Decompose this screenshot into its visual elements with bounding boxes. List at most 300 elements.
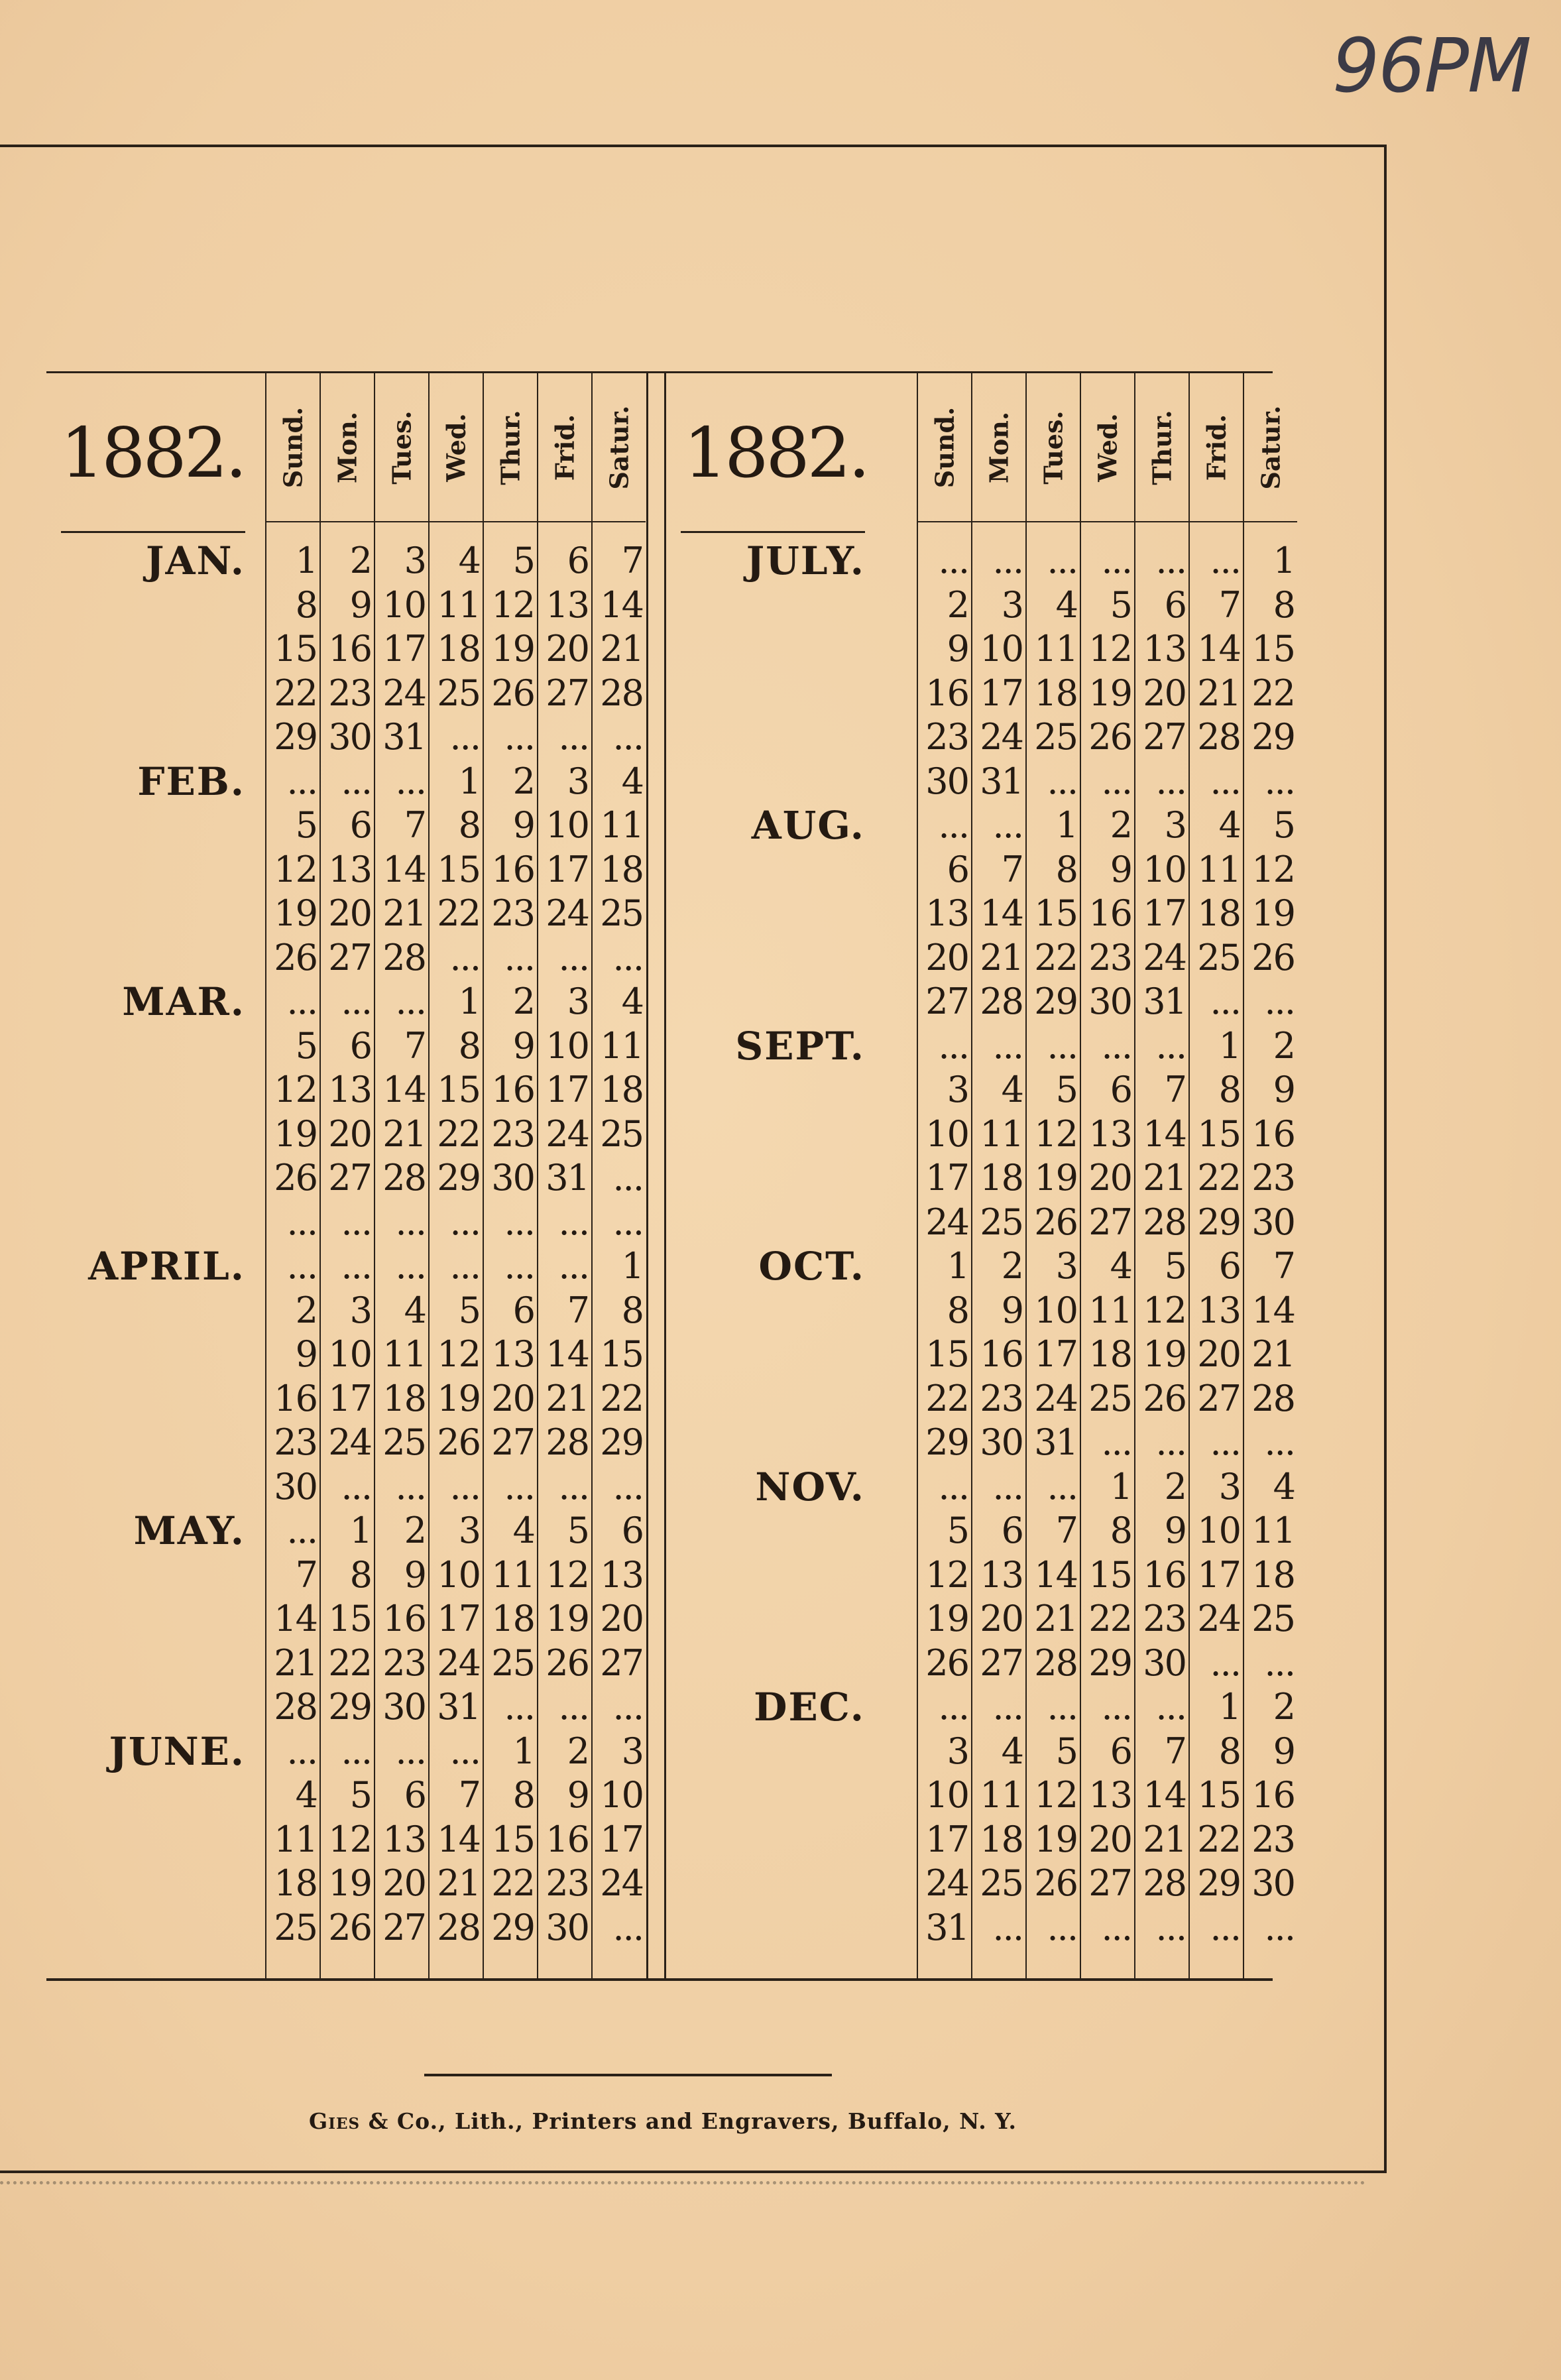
week-row	[46, 1112, 646, 1156]
week-row	[666, 715, 1297, 759]
day-cell: 9	[1110, 848, 1131, 890]
week-row	[46, 1068, 646, 1112]
week-row	[46, 1156, 646, 1200]
day-cell: 24	[546, 892, 589, 934]
day-cell: 6	[349, 1024, 371, 1067]
day-cell: 7	[1273, 1245, 1295, 1287]
day-cell: 15	[491, 1818, 534, 1860]
day-cell: 12	[491, 583, 534, 626]
empty-day-cell: ...	[1047, 1024, 1077, 1067]
day-cell: 1	[512, 1730, 534, 1772]
month-label: MAR.	[122, 979, 245, 1024]
day-cell: 27	[491, 1421, 534, 1463]
day-header-label: Mon.	[984, 411, 1014, 483]
day-cell: 5	[458, 1289, 480, 1331]
day-cell: 1	[1110, 1465, 1131, 1508]
empty-day-cell: ...	[938, 540, 968, 581]
day-cell: 3	[1001, 583, 1023, 626]
day-cell: 3	[1164, 804, 1186, 846]
day-cell: 12	[925, 1553, 968, 1596]
day-cell: 13	[980, 1553, 1023, 1596]
day-cell: 22	[600, 1377, 643, 1419]
day-cell: 25	[600, 892, 643, 934]
day-cell: 23	[491, 1112, 534, 1155]
empty-day-cell: ...	[992, 540, 1023, 581]
week-row	[46, 1773, 646, 1817]
day-cell: 18	[1034, 672, 1077, 714]
day-cell: 13	[1197, 1289, 1240, 1331]
empty-day-cell: ...	[1210, 1421, 1240, 1463]
day-cell: 5	[295, 1024, 317, 1067]
calendar-half-jan-jun	[46, 373, 646, 1978]
day-cell: 14	[1197, 628, 1240, 670]
day-cell: 16	[980, 1333, 1023, 1375]
day-cell: 8	[1218, 1730, 1240, 1772]
day-cell: 8	[295, 583, 317, 626]
day-cell: 28	[600, 672, 643, 714]
empty-day-cell: ...	[395, 981, 426, 1022]
day-cell: 21	[382, 1112, 426, 1155]
day-cell: 10	[437, 1553, 480, 1596]
day-header-label: Tues.	[386, 410, 417, 485]
empty-day-cell: ...	[1264, 1906, 1295, 1948]
empty-day-cell: ...	[395, 1465, 426, 1508]
day-cell: 24	[1034, 1377, 1077, 1419]
day-cell: 27	[980, 1641, 1023, 1684]
day-cell: 7	[1164, 1730, 1186, 1772]
empty-day-cell: ...	[504, 1465, 534, 1508]
empty-day-cell: ...	[286, 760, 317, 802]
day-cell: 24	[1143, 936, 1186, 979]
day-cell: 8	[947, 1289, 968, 1331]
month-label: APRIL.	[88, 1244, 245, 1289]
day-cell: 6	[1110, 1069, 1131, 1110]
empty-day-cell: ...	[449, 1730, 480, 1772]
day-cell: 27	[328, 1157, 371, 1199]
empty-day-cell: ...	[992, 1024, 1023, 1067]
week-row	[46, 1818, 646, 1862]
week-row	[46, 715, 646, 759]
day-cell: 24	[437, 1641, 480, 1684]
day-cell: 21	[382, 892, 426, 934]
day-cell: 6	[404, 1774, 426, 1816]
empty-day-cell: ...	[992, 804, 1023, 846]
empty-day-cell: ...	[341, 981, 371, 1022]
day-cell: 7	[404, 1024, 426, 1067]
day-cell: 23	[925, 716, 968, 758]
day-cell: 11	[1088, 1289, 1131, 1331]
day-cell: 28	[1034, 1641, 1077, 1684]
empty-day-cell: ...	[612, 936, 643, 979]
empty-day-cell: ...	[1047, 760, 1077, 802]
day-cell: 18	[1251, 1553, 1295, 1596]
day-cell: 15	[1197, 1112, 1240, 1155]
day-cell: 13	[1088, 1112, 1131, 1155]
week-row	[666, 1289, 1297, 1333]
day-cell: 9	[349, 583, 371, 626]
empty-day-cell: ...	[1047, 1906, 1077, 1948]
day-cell: 14	[1143, 1774, 1186, 1816]
empty-day-cell: ...	[558, 1201, 589, 1243]
day-cell: 22	[437, 892, 480, 934]
day-header-label: Thur.	[1147, 409, 1177, 485]
day-cell: 12	[274, 848, 317, 890]
day-cell: 14	[274, 1598, 317, 1639]
day-header	[1190, 373, 1243, 522]
day-cell: 18	[980, 1818, 1023, 1860]
day-cell: 18	[491, 1598, 534, 1639]
printer-name: Gies	[309, 2108, 361, 2134]
year-label: 1882.	[60, 412, 245, 493]
day-cell: 12	[1034, 1774, 1077, 1816]
week-row	[666, 1244, 1297, 1288]
day-cell: 4	[621, 760, 643, 802]
empty-day-cell: ...	[341, 1201, 371, 1243]
day-cell: 5	[1110, 583, 1131, 626]
week-row	[666, 1333, 1297, 1376]
empty-day-cell: ...	[612, 1157, 643, 1199]
empty-day-cell: ...	[341, 760, 371, 802]
empty-day-cell: ...	[992, 1686, 1023, 1728]
empty-day-cell: ...	[395, 760, 426, 802]
day-cell: 18	[382, 1377, 426, 1419]
empty-day-cell: ...	[1210, 540, 1240, 581]
day-cell: 8	[349, 1553, 371, 1596]
day-cell: 13	[328, 1069, 371, 1110]
day-cell: 4	[1110, 1245, 1131, 1287]
day-cell: 12	[1088, 628, 1131, 670]
empty-day-cell: ...	[1155, 760, 1186, 802]
day-header	[918, 373, 971, 522]
day-cell: 25	[980, 1201, 1023, 1243]
calendar-half-jul-dec	[666, 373, 1295, 1978]
day-cell: 22	[1197, 1818, 1240, 1860]
empty-day-cell: ...	[558, 716, 589, 758]
day-cell: 16	[925, 672, 968, 714]
day-cell: 22	[925, 1377, 968, 1419]
day-cell: 3	[349, 1289, 371, 1331]
footer-rule	[424, 2074, 832, 2076]
day-cell: 23	[328, 672, 371, 714]
empty-day-cell: ...	[449, 716, 480, 758]
day-cell: 14	[382, 848, 426, 890]
empty-day-cell: ...	[1210, 1641, 1240, 1684]
calendar-table	[46, 371, 1295, 1981]
day-header	[1081, 373, 1134, 522]
day-cell: 21	[1197, 672, 1240, 714]
day-cell: 21	[274, 1641, 317, 1684]
day-cell: 11	[1034, 628, 1077, 670]
empty-day-cell: ...	[1155, 1686, 1186, 1728]
week-row	[46, 1024, 646, 1068]
day-cell: 9	[567, 1774, 589, 1816]
empty-day-cell: ...	[558, 1245, 589, 1287]
day-cell: 2	[1001, 1245, 1023, 1287]
handwritten-note: 96PM	[1332, 23, 1531, 109]
day-cell: 29	[328, 1686, 371, 1728]
day-cell: 1	[458, 981, 480, 1022]
day-cell: 27	[925, 981, 968, 1022]
day-cell: 25	[1251, 1598, 1295, 1639]
day-header	[375, 373, 428, 522]
day-cell: 4	[1001, 1069, 1023, 1110]
day-cell: 4	[1218, 804, 1240, 846]
day-cell: 1	[1218, 1686, 1240, 1728]
day-cell: 22	[274, 672, 317, 714]
day-cell: 30	[1251, 1201, 1295, 1243]
week-row	[666, 1641, 1297, 1685]
empty-day-cell: ...	[1210, 760, 1240, 802]
day-cell: 5	[349, 1774, 371, 1816]
empty-day-cell: ...	[558, 936, 589, 979]
day-cell: 7	[1164, 1069, 1186, 1110]
day-cell: 22	[1197, 1157, 1240, 1199]
empty-day-cell: ...	[558, 1465, 589, 1508]
day-cell: 26	[274, 936, 317, 979]
day-cell: 17	[328, 1377, 371, 1419]
day-cell: 3	[1055, 1245, 1077, 1287]
day-cell: 6	[1218, 1245, 1240, 1287]
day-cell: 25	[491, 1641, 534, 1684]
day-cell: 29	[1088, 1641, 1131, 1684]
day-cell: 30	[980, 1421, 1023, 1463]
day-cell: 15	[1088, 1553, 1131, 1596]
day-cell: 4	[1001, 1730, 1023, 1772]
week-row	[46, 627, 646, 671]
empty-day-cell: ...	[1210, 1906, 1240, 1948]
day-cell: 26	[274, 1157, 317, 1199]
day-cell: 1	[349, 1510, 371, 1551]
empty-day-cell: ...	[449, 936, 480, 979]
day-cell: 7	[1218, 583, 1240, 626]
day-cell: 24	[600, 1862, 643, 1904]
day-cell: 17	[925, 1157, 968, 1199]
day-cell: 7	[1055, 1510, 1077, 1551]
day-cell: 11	[437, 583, 480, 626]
day-cell: 10	[925, 1112, 968, 1155]
day-cell: 12	[1251, 848, 1295, 890]
day-cell: 27	[328, 936, 371, 979]
empty-day-cell: ...	[1047, 1686, 1077, 1728]
day-cell: 16	[1088, 892, 1131, 934]
day-cell: 8	[458, 804, 480, 846]
day-cell: 7	[1001, 848, 1023, 890]
day-cell: 27	[1197, 1377, 1240, 1419]
day-cell: 28	[1197, 716, 1240, 758]
day-cell: 2	[295, 1289, 317, 1331]
empty-day-cell: ...	[395, 1245, 426, 1287]
day-cell: 11	[382, 1333, 426, 1375]
day-cell: 10	[980, 628, 1023, 670]
week-row	[666, 1465, 1297, 1509]
empty-day-cell: ...	[395, 1730, 426, 1772]
empty-day-cell: ...	[1101, 760, 1131, 802]
empty-day-cell: ...	[1101, 1024, 1131, 1067]
day-cell: 20	[1143, 672, 1186, 714]
day-cell: 21	[1143, 1818, 1186, 1860]
day-cell: 3	[621, 1730, 643, 1772]
day-cell: 6	[1164, 583, 1186, 626]
day-cell: 11	[274, 1818, 317, 1860]
week-row	[46, 1421, 646, 1464]
day-cell: 30	[925, 760, 968, 802]
day-cell: 17	[437, 1598, 480, 1639]
day-cell: 30	[382, 1686, 426, 1728]
day-cell: 8	[1218, 1069, 1240, 1110]
day-header-label: Wed.	[1092, 412, 1123, 482]
day-cell: 28	[382, 1157, 426, 1199]
week-row	[666, 1421, 1297, 1464]
day-cell: 26	[546, 1641, 589, 1684]
empty-day-cell: ...	[612, 716, 643, 758]
week-row	[666, 1156, 1297, 1200]
day-cell: 4	[458, 540, 480, 581]
day-cell: 19	[1088, 672, 1131, 714]
day-cell: 7	[567, 1289, 589, 1331]
empty-day-cell: ...	[1101, 1906, 1131, 1948]
week-row	[46, 1730, 646, 1773]
week-row	[666, 672, 1297, 715]
week-row	[666, 1112, 1297, 1156]
day-cell: 10	[1143, 848, 1186, 890]
day-cell: 27	[1143, 716, 1186, 758]
day-cell: 8	[621, 1289, 643, 1331]
day-cell: 4	[621, 981, 643, 1022]
day-cell: 22	[1034, 936, 1077, 979]
day-cell: 5	[1164, 1245, 1186, 1287]
day-cell: 1	[947, 1245, 968, 1287]
day-header-label: Tues.	[1038, 410, 1069, 485]
day-cell: 10	[1197, 1510, 1240, 1551]
day-cell: 23	[1251, 1157, 1295, 1199]
day-cell: 11	[1197, 848, 1240, 890]
month-label: JULY.	[746, 538, 865, 583]
day-cell: 2	[1164, 1465, 1186, 1508]
year-label: 1882.	[683, 412, 868, 493]
empty-day-cell: ...	[938, 1465, 968, 1508]
day-cell: 20	[491, 1377, 534, 1419]
day-cell: 18	[980, 1157, 1023, 1199]
day-cell: 10	[600, 1774, 643, 1816]
day-cell: 13	[491, 1333, 534, 1375]
month-label: JUNE.	[109, 1728, 245, 1774]
day-cell: 29	[1034, 981, 1077, 1022]
day-cell: 19	[274, 1112, 317, 1155]
day-cell: 9	[404, 1553, 426, 1596]
week-row	[666, 892, 1297, 935]
day-cell: 19	[437, 1377, 480, 1419]
day-cell: 24	[925, 1201, 968, 1243]
empty-day-cell: ...	[395, 1201, 426, 1243]
day-cell: 11	[600, 1024, 643, 1067]
day-cell: 3	[947, 1069, 968, 1110]
day-header	[321, 373, 374, 522]
day-cell: 9	[295, 1333, 317, 1375]
day-cell: 14	[546, 1333, 589, 1375]
empty-day-cell: ...	[1264, 760, 1295, 802]
day-cell: 20	[980, 1598, 1023, 1639]
empty-day-cell: ...	[1264, 981, 1295, 1022]
empty-day-cell: ...	[504, 936, 534, 979]
day-header-label: Mon.	[332, 411, 363, 483]
week-row	[46, 980, 646, 1024]
day-header	[1244, 373, 1297, 522]
day-cell: 17	[1034, 1333, 1077, 1375]
empty-day-cell: ...	[1101, 1686, 1131, 1728]
week-row	[666, 1024, 1297, 1068]
day-cell: 21	[980, 936, 1023, 979]
day-cell: 26	[1143, 1377, 1186, 1419]
day-cell: 14	[1251, 1289, 1295, 1331]
day-cell: 17	[600, 1818, 643, 1860]
day-cell: 12	[328, 1818, 371, 1860]
empty-day-cell: ...	[992, 1906, 1023, 1948]
day-cell: 5	[295, 804, 317, 846]
day-cell: 31	[1143, 981, 1186, 1022]
day-cell: 15	[1197, 1774, 1240, 1816]
day-cell: 22	[1088, 1598, 1131, 1639]
day-cell: 7	[621, 540, 643, 581]
empty-day-cell: ...	[286, 981, 317, 1022]
day-cell: 7	[404, 804, 426, 846]
day-cell: 8	[512, 1774, 534, 1816]
day-cell: 27	[1088, 1862, 1131, 1904]
empty-day-cell: ...	[1101, 1421, 1131, 1463]
week-row	[46, 1465, 646, 1509]
week-row	[46, 539, 646, 583]
empty-day-cell: ...	[612, 1465, 643, 1508]
day-cell: 1	[1218, 1024, 1240, 1067]
week-row	[666, 627, 1297, 671]
day-cell: 15	[600, 1333, 643, 1375]
day-cell: 23	[546, 1862, 589, 1904]
day-cell: 10	[328, 1333, 371, 1375]
month-label: SEPT.	[735, 1023, 865, 1069]
day-cell: 23	[491, 892, 534, 934]
day-cell: 30	[491, 1157, 534, 1199]
day-cell: 26	[1088, 716, 1131, 758]
day-cell: 21	[1143, 1157, 1186, 1199]
day-cell: 19	[491, 628, 534, 670]
day-cell: 25	[980, 1862, 1023, 1904]
day-header-label: Sund.	[929, 406, 960, 488]
day-cell: 3	[567, 760, 589, 802]
day-cell: 9	[1273, 1730, 1295, 1772]
day-cell: 3	[1218, 1465, 1240, 1508]
day-header	[430, 373, 483, 522]
day-cell: 22	[437, 1112, 480, 1155]
day-cell: 30	[1143, 1641, 1186, 1684]
day-cell: 24	[546, 1112, 589, 1155]
day-cell: 18	[600, 1069, 643, 1110]
day-cell: 28	[437, 1906, 480, 1948]
day-cell: 3	[947, 1730, 968, 1772]
week-row	[46, 1685, 646, 1729]
day-cell: 20	[925, 936, 968, 979]
week-row	[46, 1201, 646, 1244]
day-cell: 20	[1088, 1818, 1131, 1860]
empty-day-cell: ...	[286, 1245, 317, 1287]
day-cell: 19	[546, 1598, 589, 1639]
day-cell: 18	[600, 848, 643, 890]
day-cell: 19	[1034, 1818, 1077, 1860]
day-cell: 25	[1034, 716, 1077, 758]
day-cell: 16	[546, 1818, 589, 1860]
day-cell: 4	[512, 1510, 534, 1551]
day-cell: 25	[382, 1421, 426, 1463]
week-row	[666, 936, 1297, 980]
empty-day-cell: ...	[1047, 1465, 1077, 1508]
